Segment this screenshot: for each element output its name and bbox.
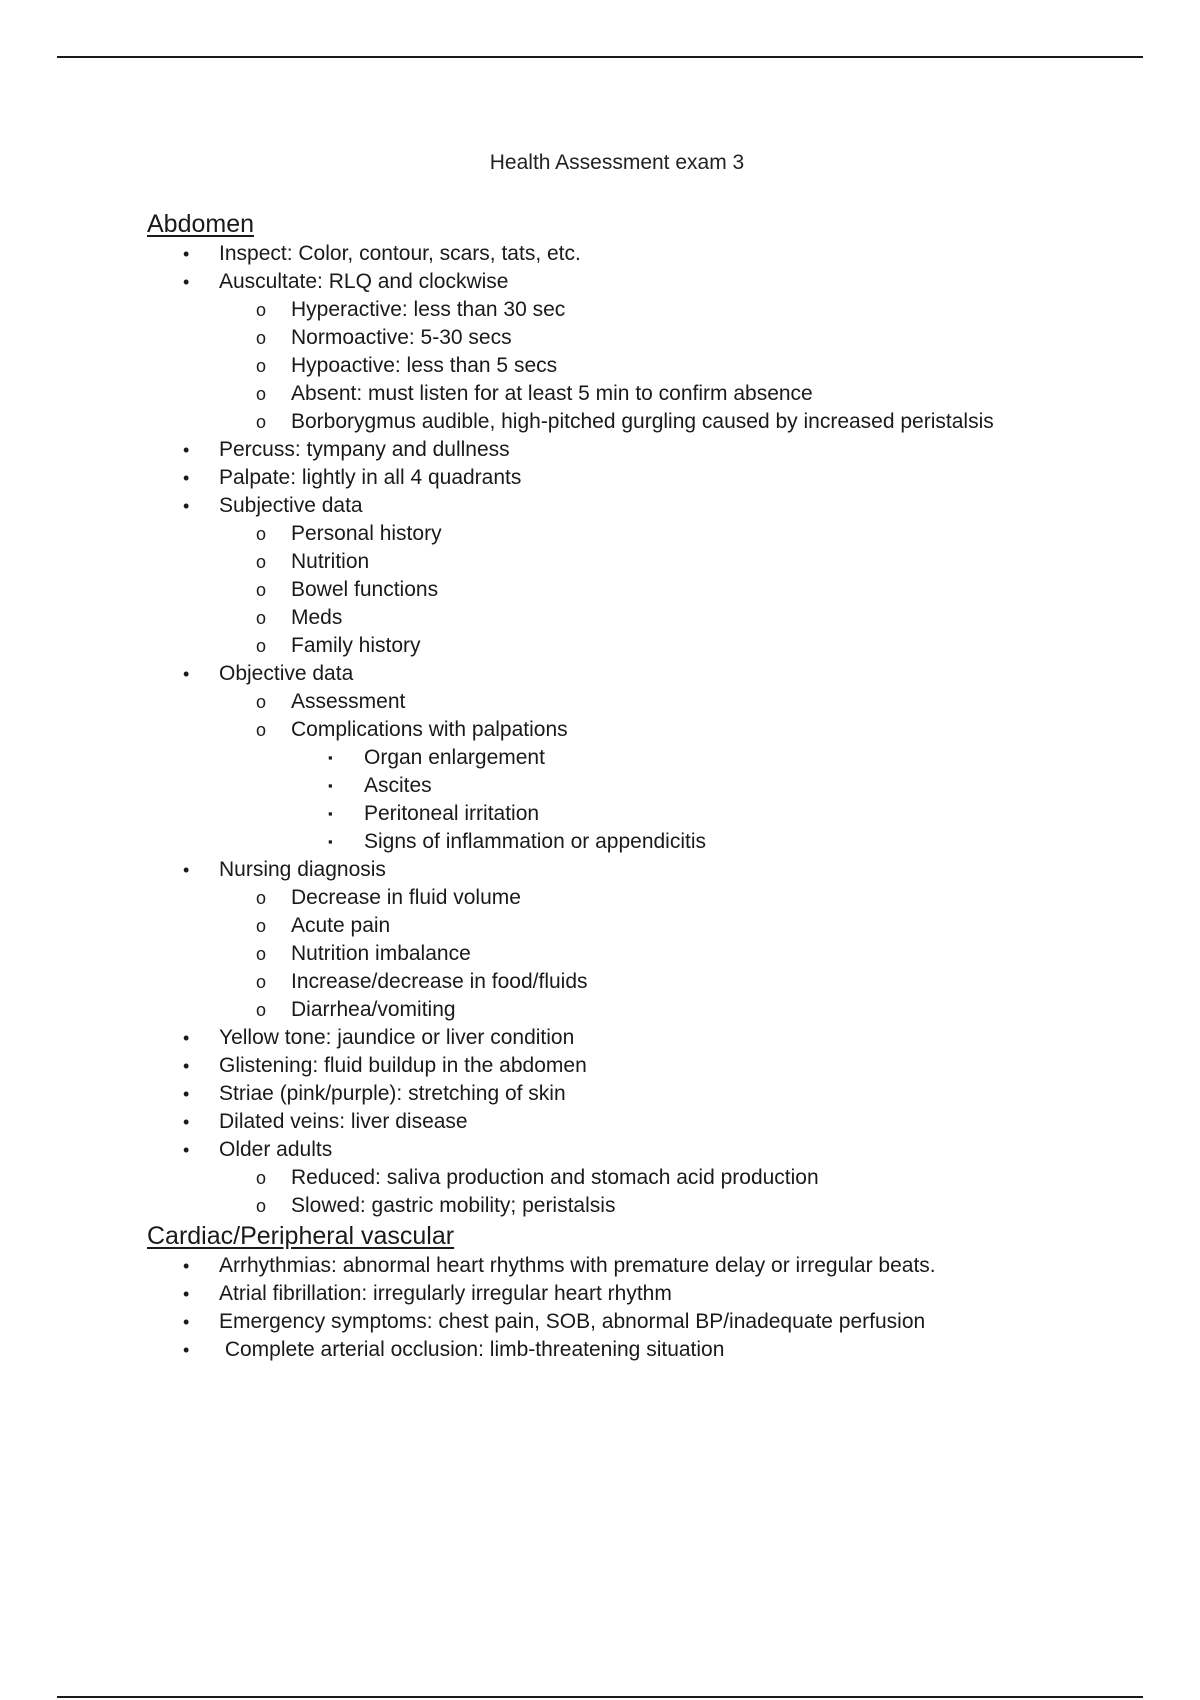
list-item [147,576,1107,604]
list-item-text: Personal history [291,522,442,545]
circle-marker: o [256,524,267,544]
list-item [147,352,1107,380]
bullet-list [147,240,1107,1220]
list-item [147,996,1107,1024]
list-item-text: Slowed: gastric mobility; peristalsis [291,1194,616,1217]
list-item-text: Absent: must listen for at least 5 min to confirm absence [291,382,813,405]
list-item [147,1336,1107,1364]
list-item [147,1164,1107,1192]
list-item-text: Reduced: saliva production and stomach acid production [291,1166,819,1189]
list-item [147,1080,1107,1108]
list-item [147,492,1107,520]
footer-rule [57,1696,1143,1698]
list-item-text: Peritoneal irritation [364,802,540,825]
list-item-text: Ascites [364,774,432,797]
list-item-text: Palpate: lightly in all 4 quadrants [219,466,522,489]
circle-marker: o [256,720,267,740]
list-item-text: Percuss: tympany and dullness [219,438,510,461]
document-title: Health Assessment exam 3 [489,151,745,174]
list-item-text: Increase/decrease in food/fluids [291,970,588,993]
list-item [147,240,1107,268]
bullet-marker: • [183,664,190,684]
bullet-marker: • [183,440,190,460]
bullet-marker: • [183,1028,190,1048]
bullet-marker: • [183,1340,190,1360]
section-heading: Abdomen [147,210,255,238]
square-marker: ▪ [328,834,333,849]
circle-marker: o [256,972,267,992]
list-item-text: Auscultate: RLQ and clockwise [219,270,509,293]
list-item [147,772,1107,800]
circle-marker: o [256,692,267,712]
bullet-marker: • [183,1056,190,1076]
list-item [147,436,1107,464]
list-item-text: Organ enlargement [364,746,545,769]
circle-marker: o [256,412,267,432]
list-item-text: Borborygmus audible, high-pitched gurgling caused by increased peristalsis [291,410,994,433]
list-item [147,800,1107,828]
list-item [147,548,1107,576]
list-item [147,716,1107,744]
section-heading: Cardiac/Peripheral vascular [147,1222,455,1250]
list-item [147,1280,1107,1308]
bullet-marker: • [183,1084,190,1104]
list-item [147,1192,1107,1220]
list-item-text: Emergency symptoms: chest pain, SOB, abnormal BP/inadequate perfusion [219,1310,926,1333]
circle-marker: o [256,328,267,348]
bullet-marker: • [183,860,190,880]
list-item-text: Normoactive: 5-30 secs [291,326,512,349]
list-item-text: Acute pain [291,914,391,937]
list-item-text: Assessment [291,690,406,713]
list-item [147,324,1107,352]
list-item-text: Complete arterial occlusion: limb-threatening situation [219,1338,725,1361]
bullet-marker: • [183,1140,190,1160]
list-item [147,1052,1107,1080]
list-item [147,1108,1107,1136]
list-item [147,632,1107,660]
bullet-marker: • [183,1284,190,1304]
list-item-text: Objective data [219,662,354,685]
list-item-text: Nutrition imbalance [291,942,471,965]
list-item [147,604,1107,632]
bullet-marker: • [183,1112,190,1132]
list-item-text: Older adults [219,1138,333,1161]
list-item-text: Bowel functions [291,578,439,601]
square-marker: ▪ [328,778,333,793]
bullet-marker: • [183,244,190,264]
list-item-text: Arrhythmias: abnormal heart rhythms with premature delay or irregular beats. [219,1254,936,1277]
circle-marker: o [256,608,267,628]
bullet-list [147,1252,1107,1364]
list-item [147,968,1107,996]
list-item [147,1136,1107,1164]
square-marker: ▪ [328,806,333,821]
list-item-text: Hyperactive: less than 30 sec [291,298,566,321]
list-item-text: Subjective data [219,494,363,517]
header-rule [57,56,1143,58]
list-item-text: Hypoactive: less than 5 secs [291,354,558,377]
circle-marker: o [256,356,267,376]
list-item-text: Signs of inflammation or appendicitis [364,830,707,853]
circle-marker: o [256,580,267,600]
list-item [147,828,1107,856]
list-item [147,884,1107,912]
list-item-text: Complications with palpations [291,718,568,741]
bullet-marker: • [183,468,190,488]
bullet-marker: • [183,272,190,292]
list-item [147,1252,1107,1280]
circle-marker: o [256,636,267,656]
list-item [147,688,1107,716]
circle-marker: o [256,300,267,320]
list-item [147,296,1107,324]
list-item [147,940,1107,968]
list-item [147,660,1107,688]
list-item [147,1308,1107,1336]
bullet-marker: • [183,1256,190,1276]
list-item [147,520,1107,548]
circle-marker: o [256,1196,267,1216]
list-item-text: Inspect: Color, contour, scars, tats, etc. [219,242,581,265]
circle-marker: o [256,944,267,964]
circle-marker: o [256,552,267,572]
list-item-text: Family history [291,634,421,657]
list-item [147,912,1107,940]
list-item [147,1024,1107,1052]
square-marker: ▪ [328,750,333,765]
list-item [147,380,1107,408]
list-item [147,744,1107,772]
bullet-marker: • [183,496,190,516]
list-item-text: Striae (pink/purple): stretching of skin [219,1082,566,1105]
list-item-text: Meds [291,606,343,629]
circle-marker: o [256,1168,267,1188]
document-body [147,208,1107,1364]
list-item [147,464,1107,492]
list-item-text: Nutrition [291,550,370,573]
list-item-text: Dilated veins: liver disease [219,1110,468,1133]
list-item [147,268,1107,296]
list-item-text: Diarrhea/vomiting [291,998,456,1021]
circle-marker: o [256,888,267,908]
list-item-text: Nursing diagnosis [219,858,386,881]
list-item-text: Yellow tone: jaundice or liver condition [219,1026,575,1049]
circle-marker: o [256,916,267,936]
list-item [147,856,1107,884]
list-item [147,408,1107,436]
list-item-text: Glistening: fluid buildup in the abdomen [219,1054,587,1077]
list-item-text: Decrease in fluid volume [291,886,521,909]
circle-marker: o [256,384,267,404]
circle-marker: o [256,1000,267,1020]
bullet-marker: • [183,1312,190,1332]
list-item-text: Atrial fibrillation: irregularly irregular heart rhythm [219,1282,672,1305]
